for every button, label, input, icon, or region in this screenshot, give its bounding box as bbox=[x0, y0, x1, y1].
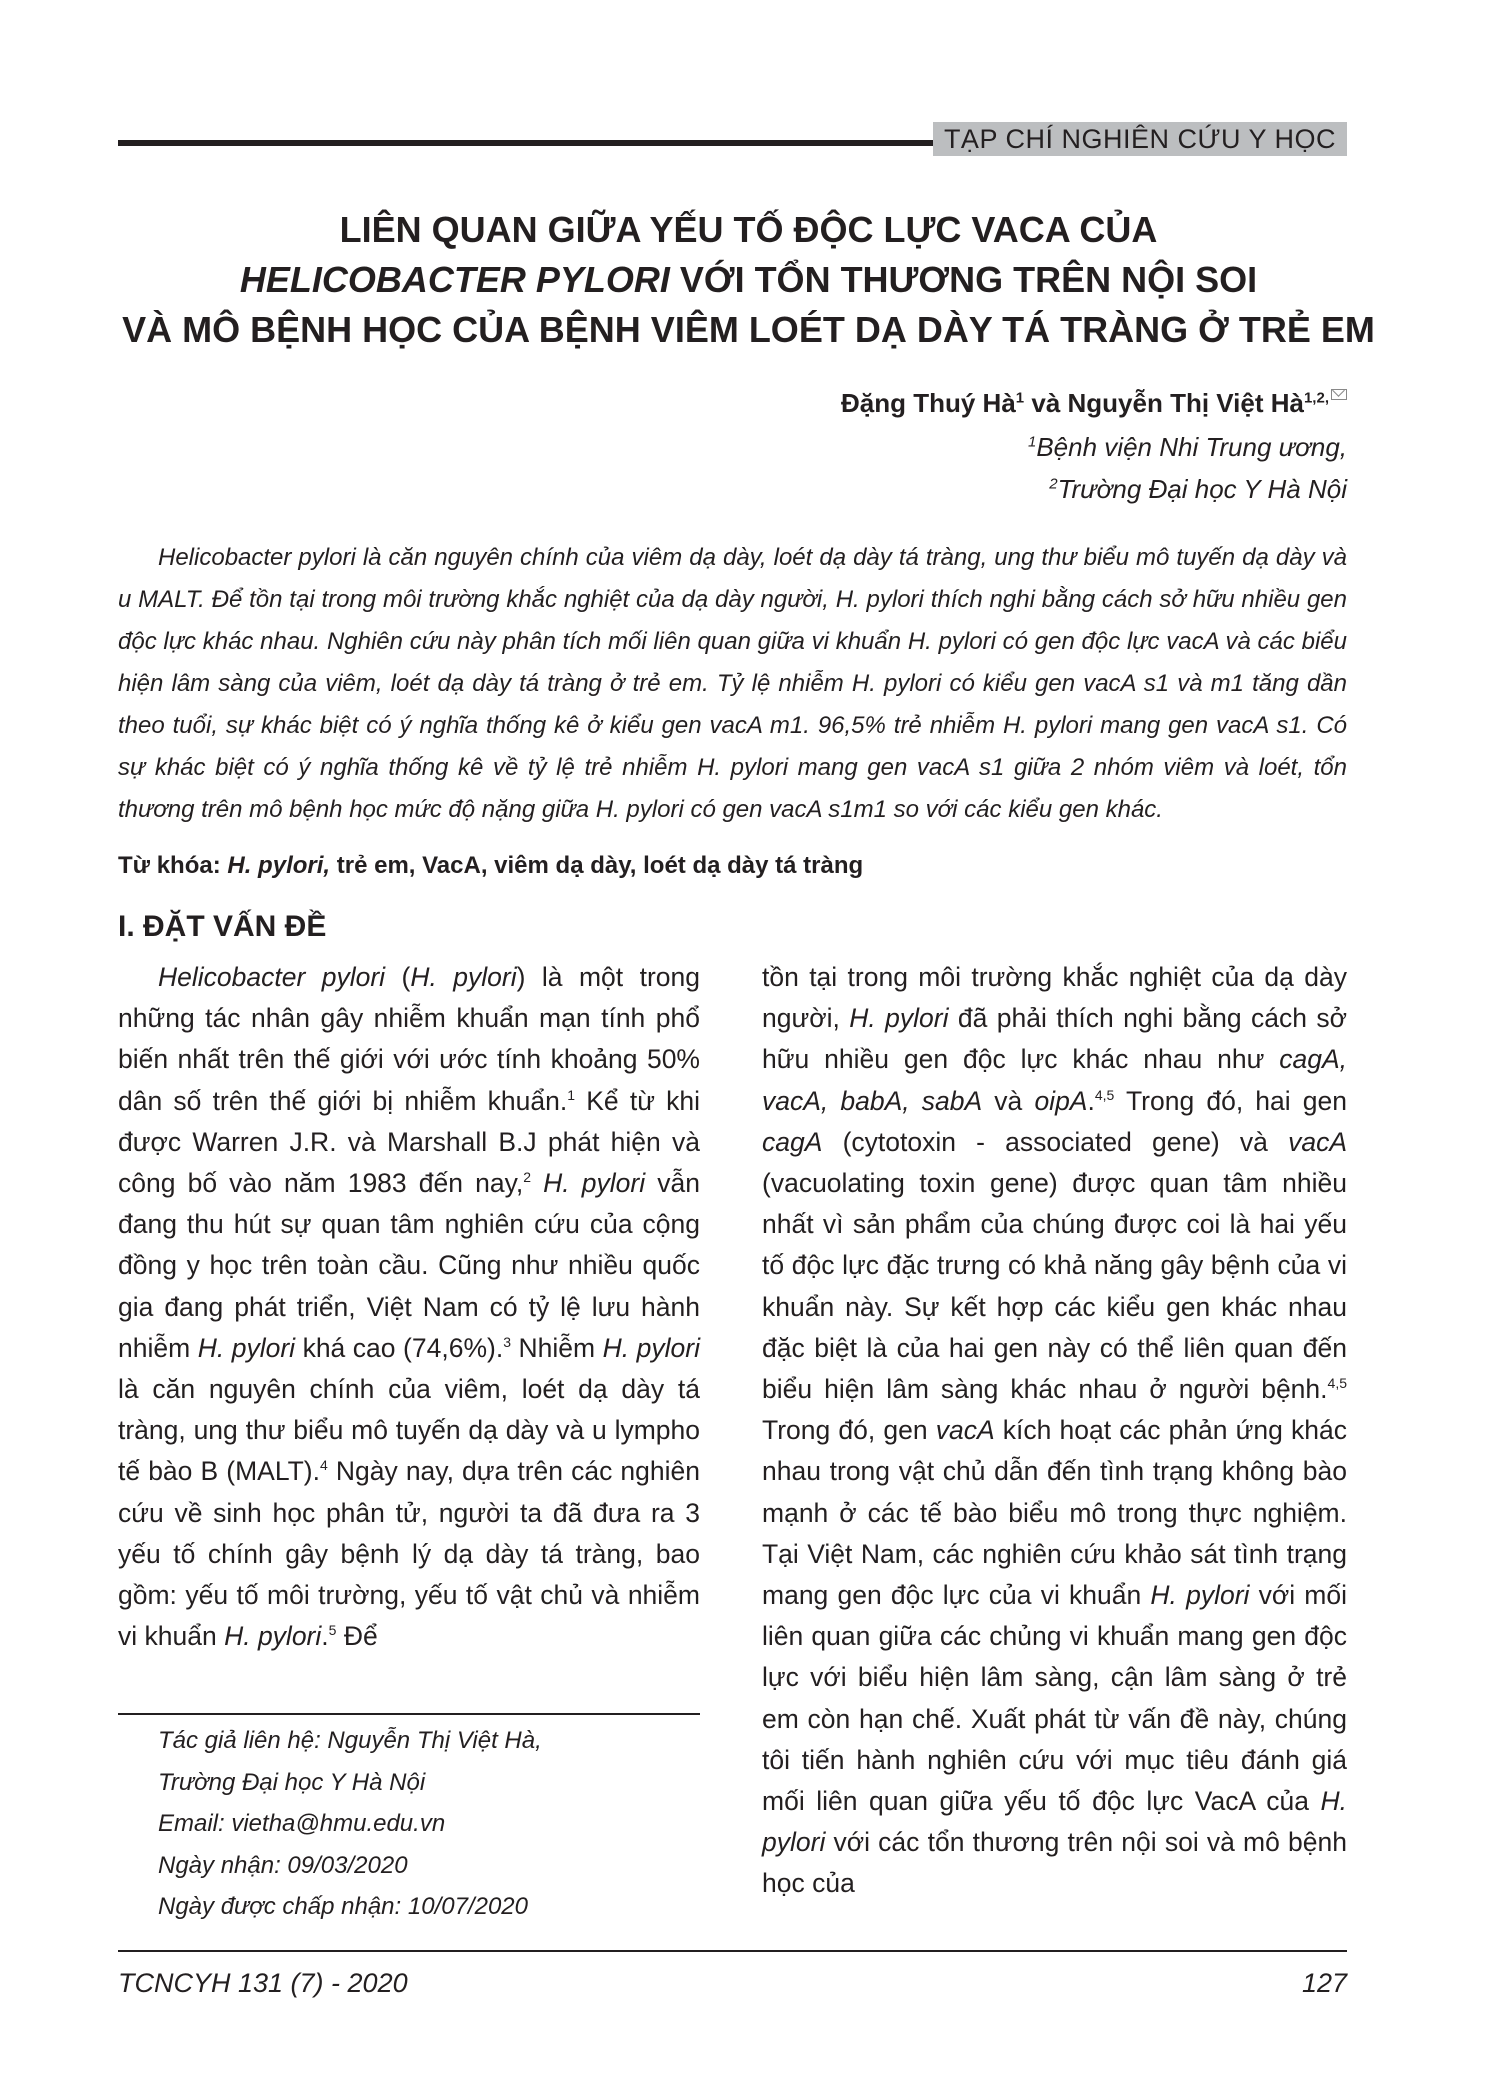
author-list: Đặng Thuý $Hà^1$ và Nguyễn Thị Việt $Hà^{1,2,}$ bbox=[841, 388, 1347, 419]
envelope-icon bbox=[1331, 389, 1347, 400]
footnote-email: Email: vietha@hmu.edu.vn bbox=[158, 1810, 446, 1837]
footnote-accepted: Ngày được chấp nhận: 10/07/2020 bbox=[158, 1893, 528, 1920]
footer-rule bbox=[118, 1950, 1347, 1952]
title-line-2: HELICOBACTER PYLORI VỚI TỔN THƯƠNG TRÊN NỘI SOI bbox=[239, 259, 1258, 300]
title-line-3: VÀ MÔ BỆNH HỌC CỦA BỆNH VIÊM LOÉT DẠ DÀY TÁ TRÀNG Ở TRẺ EM bbox=[122, 309, 1375, 350]
body-column-left: Helicobacter pylori (H. pylori) là một trong những tác nhân gây nhiễm khuẩn mạn tính phổ biến nhất trên thế giới với ước tính khoảng 50% dân số trên thế giới bị nhiễm khuẩn.$^1$ Kể từ khi được Warren J.R. và Marshall B.J phát hiện và công bố vào năm 1983 đến nay,$^2$ H. pylori vẫn đang thu hút sự quan tâm nghiên cứu của cộng đồng y học trên toàn cầu. Cũng như nhiều quốc gia đang phát triển, Việt Nam có tỷ lệ lưu hành nhiễm H. pylori khá cao (74,6%).$^3$ Nhiễm H. pylori là căn nguyên chính của viêm, loét dạ dày tá tràng, ung thư biểu mô tuyến dạ dày và u lympho tế bào B (MALT).$^4$ Ngày nay, dựa trên các nghiên cứu về sinh học phân tử, người ta đã đưa ra 3 yếu tố chính gây bệnh lý dạ dày tá tràng, bao gồm: yếu tố môi trường, yếu tố vật chủ và nhiễm vi khuẩn H. pylori.$^5$ Để bbox=[118, 962, 701, 1652]
affiliation-2: $^2$Trường Đại học Y Hà Nội bbox=[1049, 474, 1347, 504]
footnote-received: Ngày nhận: 09/03/2020 bbox=[158, 1851, 408, 1879]
header-rule bbox=[118, 140, 933, 146]
section-heading: I. ĐẶT VẤN ĐỀ bbox=[118, 910, 327, 943]
keywords: Từ khóa: H. pylori, trẻ em, VacA, viêm dạ dày, loét dạ dày tá tràng bbox=[118, 852, 864, 879]
title-line-1: LIÊN QUAN GIỮA YẾU TỐ ĐỘC LỰC VACA CỦA bbox=[339, 209, 1158, 250]
body-column-right: tồn tại trong môi trường khắc nghiệt của dạ dày người, H. pylori đã phải thích nghi bằng cách sở hữu nhiều gen độc lực khác nhau như cagA, vacA, babA, sabA và oipA.$^{4,5}$ Trong đó, hai gen cagA (cytotoxin - associated gene) và vacA (vacuolating toxin gene) được quan tâm nhiều nhất vì sản phẩm của chúng được coi là hai yếu tố độc lực đặc trưng có khả năng gây bệnh của vi khuẩn này. Sự kết hợp các kiểu gen khác nhau đặc biệt là của hai gen này có thể liên quan đến biểu hiện lâm sàng khác nhau ở người bệnh.$^{4,5}$ Trong đó, gen vacA kích hoạt các phản ứng khác nhau trong vật chủ dẫn đến tình trạng không bào mạnh ở các tế bào biểu mô trong thực nghiệm. Tại Việt Nam, các nghiên cứu khảo sát tình trạng mang gen độc lực của vi khuẩn H. pylori với mối liên quan giữa các chủng vi khuẩn mang gen độc lực với biểu hiện lâm sàng, cận lâm sàng ở trẻ em còn hạn chế. Xuất phát từ vấn đề này, chúng tôi tiến hành nghiên cứu với mục tiêu đánh giá mối liên quan giữa yếu tố độc lực VacA của H. pylori với các tổn thương trên nội soi và mô bệnh học của bbox=[762, 962, 1348, 1899]
journal-citation: TCNCYH 131 (7) - 2020 bbox=[118, 1968, 408, 1998]
journal-name: TẠP CHÍ NGHIÊN CỨU Y HỌC bbox=[933, 122, 1347, 156]
affiliation-1: $^1$Bệnh viện Nhi Trung ương, bbox=[1028, 432, 1347, 462]
footnote-contact: Tác giả liên hệ: Nguyễn Thị Việt Hà, bbox=[158, 1727, 542, 1754]
footnote-school: Trường Đại học Y Hà Nội bbox=[158, 1768, 426, 1796]
author-2: Nguyễn Thị Việt Hà bbox=[1067, 388, 1304, 418]
page-number: 127 bbox=[1301, 1968, 1347, 1998]
footnote-rule bbox=[118, 1713, 700, 1715]
author-1: Đặng Thuý Hà bbox=[841, 388, 1016, 418]
abstract: Helicobacter pylori là căn nguyên chính của viêm dạ dày, loét dạ dày tá tràng, ung thư biểu mô tuyến dạ dày và u MALT. Để tồn tại trong môi trường khắc nghiệt của dạ dày người, H. pylori thích nghi bằng cách sở hữu nhiều gen độc lực khác nhau. Nghiên cứu này phân tích mối liên quan giữa vi khuẩn H. pylori có gen độc lực vacA và các biểu hiện lâm sàng của viêm, loét dạ dày tá tràng ở trẻ em. Tỷ lệ nhiễm H. pylori có kiểu gen vacA s1 và m1 tăng dần theo tuổi, sự khác biệt có ý nghĩa thống kê ở kiểu gen vacA m1. 96,5% trẻ nhiễm H. pylori mang gen vacA s1. Có sự khác biệt có ý nghĩa thống kê về tỷ lệ trẻ nhiễm H. pylori mang gen vacA s1 giữa 2 nhóm viêm và loét, tổn thương trên mô bệnh học mức độ nặng giữa H. pylori có gen vacA s1m1 so với các kiểu gen khác. bbox=[118, 544, 1347, 823]
correspondence-footnote bbox=[158, 1720, 718, 1928]
article-title bbox=[100, 205, 1397, 355]
